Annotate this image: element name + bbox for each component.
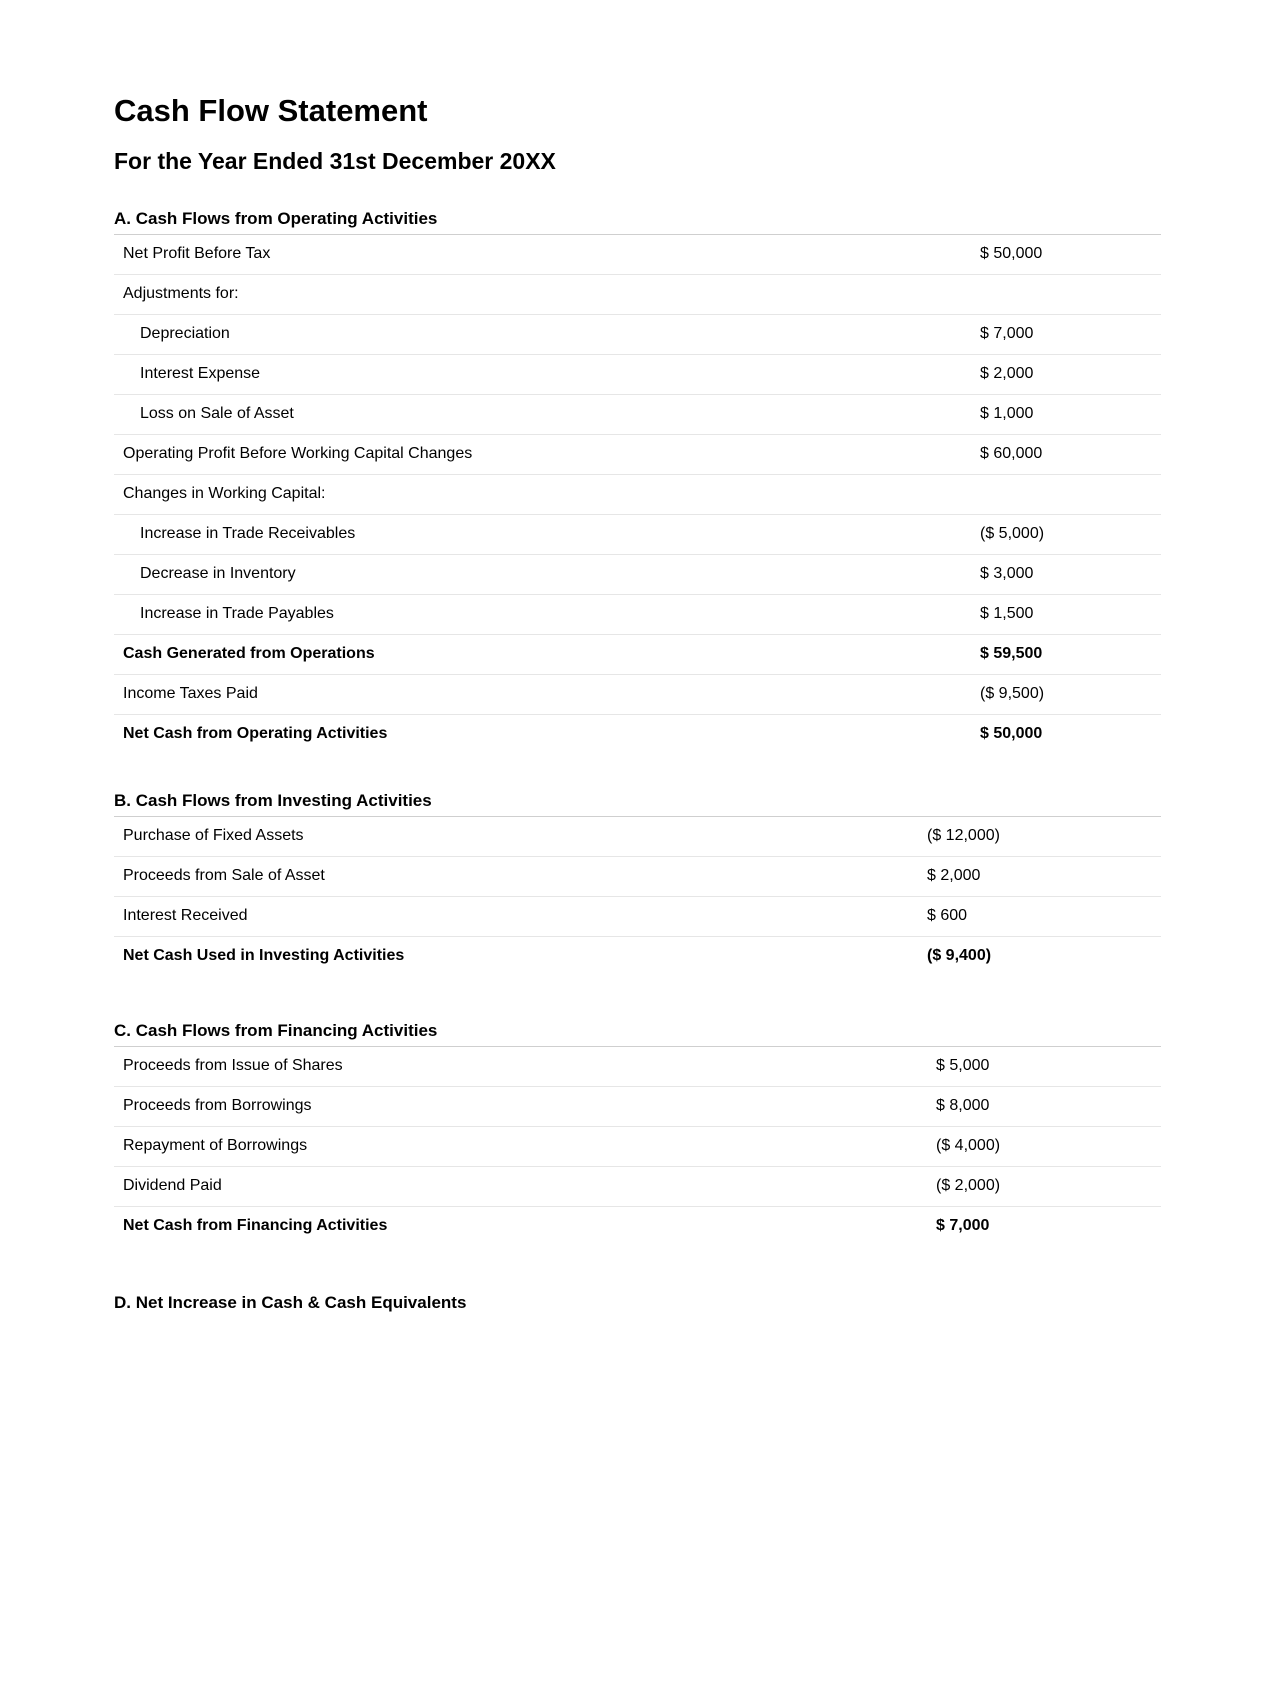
section-heading-operating: A. Cash Flows from Operating Activities (114, 208, 1161, 235)
operating-activities-section (114, 208, 1161, 754)
table-row (114, 275, 1161, 315)
row-label: Increase in Trade Payables (140, 605, 334, 622)
row-label: Repayment of Borrowings (123, 1137, 308, 1154)
total-row (114, 1207, 1161, 1246)
total-row (114, 715, 1161, 754)
table-row (114, 1047, 1161, 1087)
row-label: Net Profit Before Tax (123, 245, 271, 262)
row-amount: ($ 5,000) (980, 525, 1045, 542)
row-amount: $ 60,000 (980, 445, 1043, 462)
row-label: Cash Generated from Operations (123, 645, 375, 662)
row-amount: $ 3,000 (980, 565, 1034, 582)
row-amount: $ 5,000 (936, 1057, 990, 1074)
row-amount: $ 7,000 (980, 325, 1034, 342)
table-row (114, 555, 1161, 595)
row-amount: $ 2,000 (980, 365, 1034, 382)
row-amount: $ 1,000 (980, 405, 1034, 422)
row-label: Net Cash from Financing Activities (123, 1217, 388, 1234)
table-row (114, 435, 1161, 475)
row-label: Net Cash from Operating Activities (123, 725, 388, 742)
row-amount: ($ 9,400) (927, 947, 992, 964)
row-amount: ($ 2,000) (936, 1177, 1001, 1194)
row-label: Proceeds from Borrowings (123, 1097, 312, 1114)
table-row (114, 235, 1161, 275)
net-increase-section (114, 1292, 1161, 1314)
row-label: Interest Expense (140, 365, 261, 382)
row-label: Proceeds from Sale of Asset (123, 867, 325, 884)
row-label: Operating Profit Before Working Capital Changes (123, 445, 473, 462)
table-row (114, 315, 1161, 355)
row-label: Interest Received (123, 907, 248, 924)
table-row (114, 1167, 1161, 1207)
table-row (114, 515, 1161, 555)
row-amount: $ 8,000 (936, 1097, 990, 1114)
row-amount: $ 7,000 (936, 1217, 990, 1234)
table-row (114, 857, 1161, 897)
page-subtitle: For the Year Ended 31st December 20XX (114, 148, 556, 174)
table-row (114, 1087, 1161, 1127)
section-heading-investing: B. Cash Flows from Investing Activities (114, 790, 1161, 817)
row-amount: $ 2,000 (927, 867, 981, 884)
section-heading-net-increase: D. Net Increase in Cash & Cash Equivalents (114, 1293, 467, 1312)
row-label: Purchase of Fixed Assets (123, 827, 304, 844)
table-row (114, 817, 1161, 857)
row-amount: ($ 12,000) (927, 827, 1000, 844)
table-row (114, 595, 1161, 635)
row-label: Income Taxes Paid (123, 685, 258, 702)
row-amount: $ 50,000 (980, 725, 1043, 742)
investing-activities-section (114, 790, 1161, 976)
row-label: Increase in Trade Receivables (140, 525, 356, 542)
row-amount: $ 1,500 (980, 605, 1034, 622)
row-amount: $ 600 (927, 907, 968, 924)
row-label: Dividend Paid (123, 1177, 222, 1194)
row-label: Depreciation (140, 325, 230, 342)
row-label: Net Cash Used in Investing Activities (123, 947, 405, 964)
row-label: Decrease in Inventory (140, 565, 296, 582)
financing-activities-section (114, 1020, 1161, 1246)
page-title: Cash Flow Statement (114, 93, 428, 128)
total-row (114, 937, 1161, 976)
table-row (114, 1127, 1161, 1167)
row-amount: ($ 4,000) (936, 1137, 1001, 1154)
section-heading-financing: C. Cash Flows from Financing Activities (114, 1020, 1161, 1047)
row-label: Proceeds from Issue of Shares (123, 1057, 343, 1074)
table-row (114, 355, 1161, 395)
table-row (114, 897, 1161, 937)
row-label: Adjustments for: (123, 285, 239, 302)
row-amount: $ 50,000 (980, 245, 1043, 262)
row-label: Loss on Sale of Asset (140, 405, 294, 422)
subtotal-row (114, 635, 1161, 675)
row-amount: $ 59,500 (980, 645, 1043, 662)
table-row (114, 675, 1161, 715)
table-row (114, 395, 1161, 435)
cash-flow-document (114, 92, 1161, 1312)
row-amount: ($ 9,500) (980, 685, 1045, 702)
table-row (114, 475, 1161, 515)
row-label: Changes in Working Capital: (123, 485, 326, 502)
